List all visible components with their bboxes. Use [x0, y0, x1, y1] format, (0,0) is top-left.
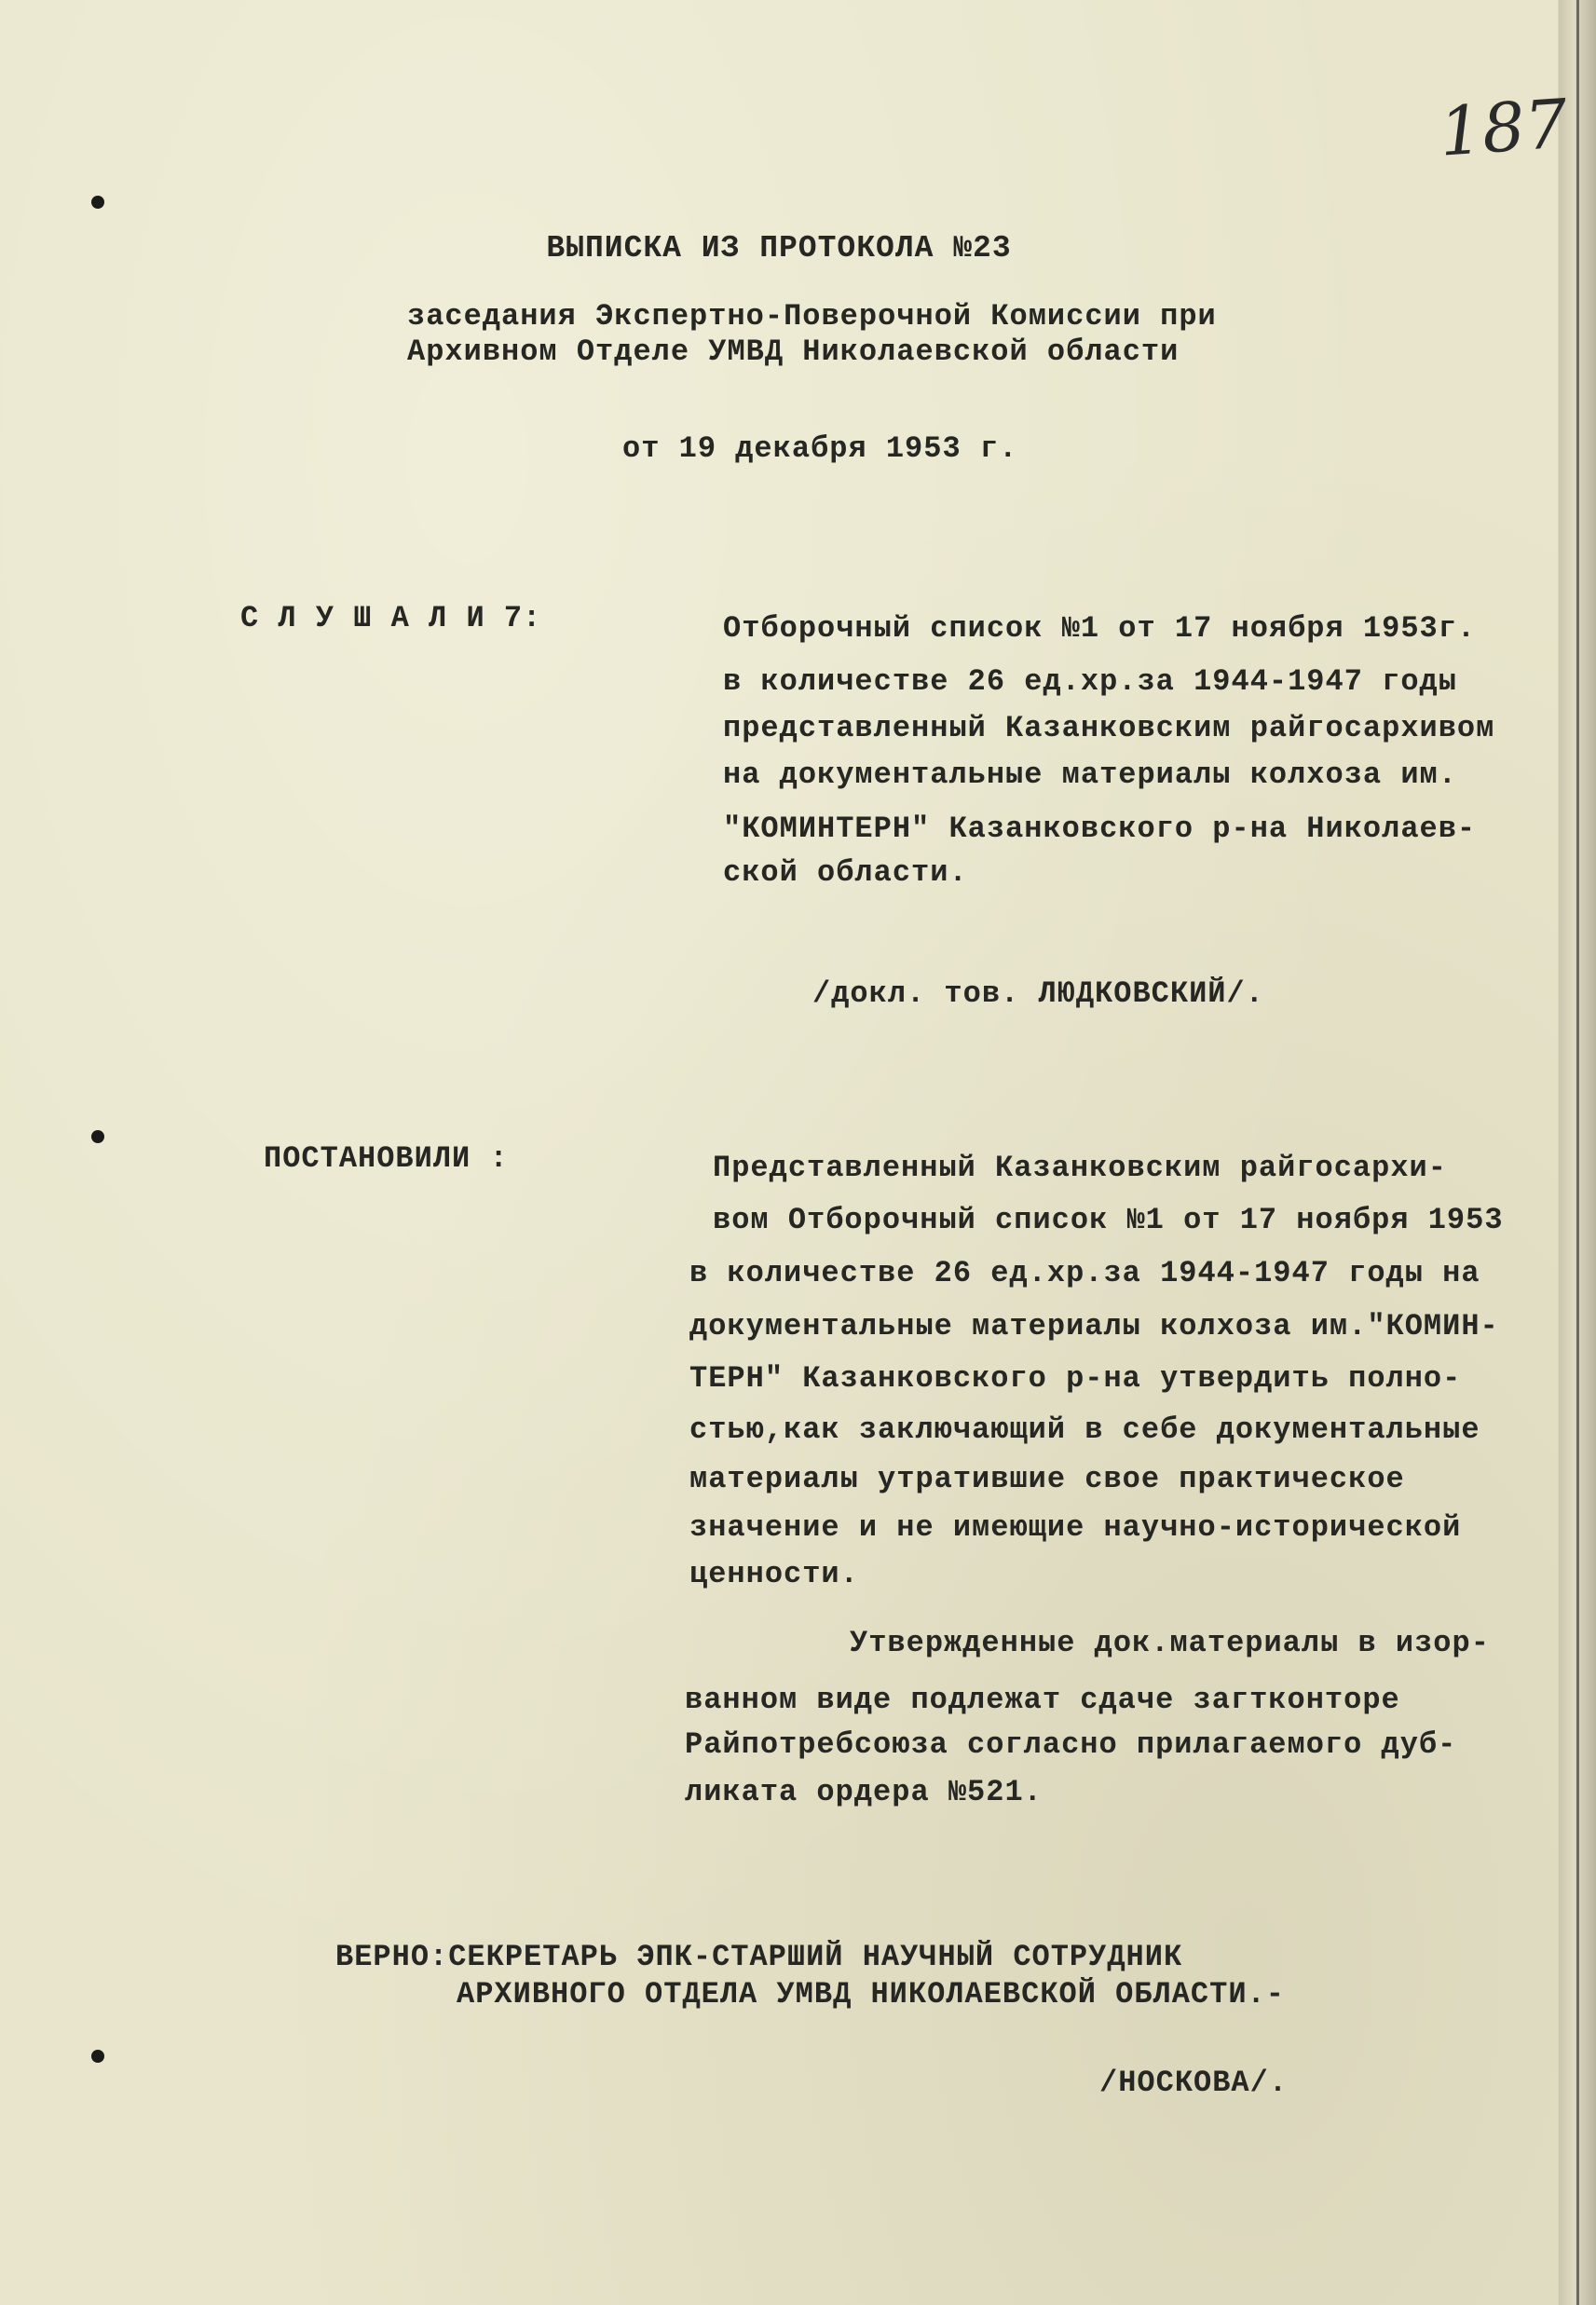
resolved-label: ПОСТАНОВИЛИ : — [264, 1141, 509, 1176]
resolution-line: Утвержденные док.материалы в изор- — [850, 1626, 1490, 1660]
signature: /НОСКОВА/. — [1099, 2066, 1289, 2100]
reporter: /докл. тов. ЛЮДКОВСКИЙ/. — [812, 976, 1264, 1011]
punch-hole-icon — [91, 2050, 104, 2063]
subtitle-line-2: Архивном Отделе УМВД Николаевской области — [407, 334, 1180, 369]
heard-line: представленный Казанковским райгосархивом — [723, 711, 1495, 745]
resolution-line: стью,как заключающий в себе документальные — [689, 1412, 1480, 1447]
certification-line-2: АРХИВНОГО ОТДЕЛА УМВД НИКОЛАЕВСКОЙ ОБЛАСТИ.- — [457, 1977, 1285, 2012]
document-title: ВЫПИСКА ИЗ ПРОТОКОЛА №23 — [546, 231, 1012, 266]
heard-line: "КОМИНТЕРН" Казанковского р-на Николаев- — [723, 812, 1477, 846]
certification-line-1: ВЕРНО:СЕКРЕТАРЬ ЭПК-СТАРШИЙ НАУЧНЫЙ СОТРУДНИК — [335, 1940, 1183, 1974]
punch-hole-icon — [91, 1130, 104, 1143]
heard-line: в количестве 26 ед.хр.за 1944-1947 годы — [723, 664, 1457, 699]
heard-line: на документальные материалы колхоза им. — [723, 757, 1457, 792]
punch-hole-icon — [91, 196, 104, 209]
heard-label: С Л У Ш А Л И 7: — [240, 601, 542, 635]
resolution-line: ванном виде подлежат сдаче загтконторе — [685, 1683, 1400, 1717]
heard-line: Отборочный список №1 от 17 ноября 1953г. — [723, 611, 1477, 646]
meeting-date: от 19 декабря 1953 г. — [622, 431, 1018, 466]
resolution-line: ликата ордера №521. — [685, 1775, 1043, 1809]
resolution-line: значение и не имеющие научно-исторической — [689, 1510, 1462, 1545]
resolution-line: Райпотребсоюза согласно прилагаемого дуб- — [685, 1727, 1457, 1762]
resolution-line: в количестве 26 ед.хр.за 1944-1947 годы на — [689, 1256, 1480, 1290]
resolution-line: материалы утратившие свое практическое — [689, 1462, 1405, 1496]
resolution-line: ценности. — [689, 1557, 859, 1591]
heard-line: ской области. — [723, 855, 968, 890]
resolution-line: вом Отборочный список №1 от 17 ноября 1953 — [713, 1203, 1504, 1237]
folio-number: 187 — [1437, 84, 1571, 171]
page-edge-shadow — [1576, 0, 1579, 2305]
resolution-line: ТЕРН" Казанковского р-на утвердить полно- — [689, 1361, 1462, 1396]
resolution-line: Представленный Казанковским райгосархи- — [713, 1151, 1447, 1185]
resolution-line: документальные материалы колхоза им."КОМИН- — [689, 1309, 1499, 1343]
subtitle-line-1: заседания Экспертно-Поверочной Комиссии при — [407, 299, 1217, 334]
